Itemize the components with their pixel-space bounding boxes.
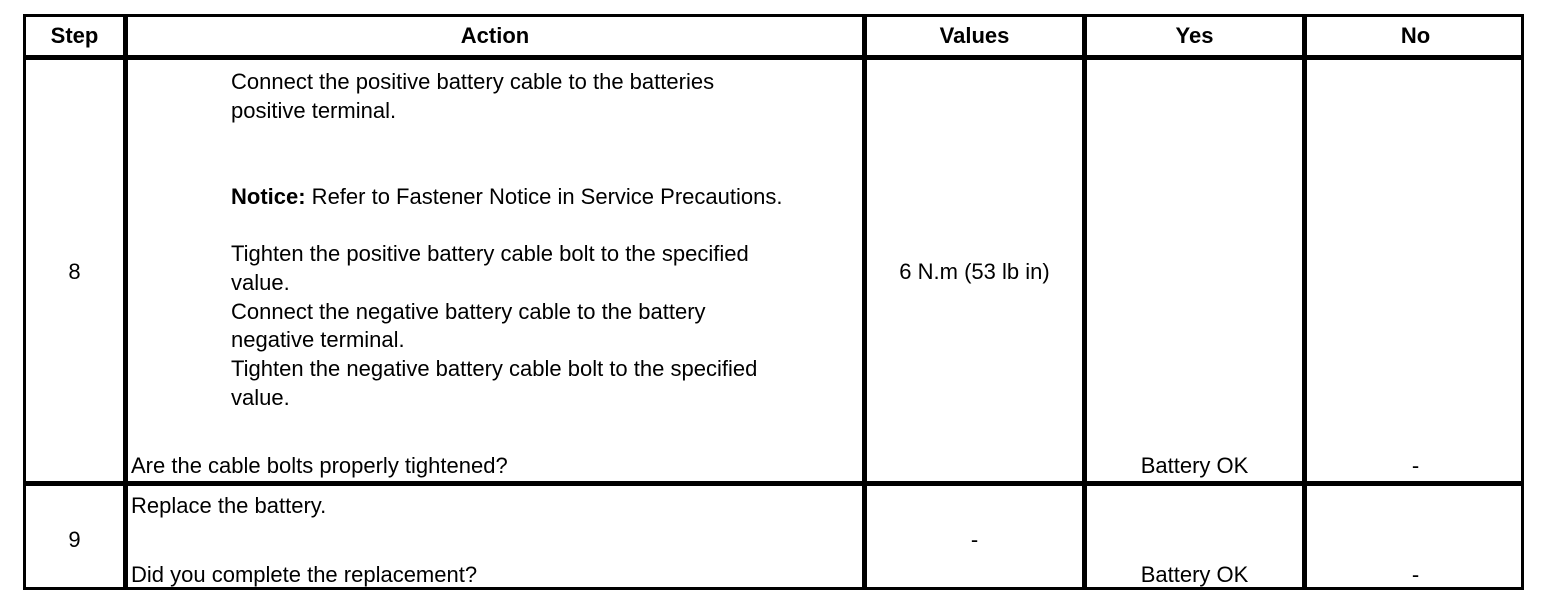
step-number: 9 [68, 527, 81, 552]
no-cell: - [1411, 453, 1420, 478]
action-line: positive terminal. [231, 98, 397, 123]
values-cell: 6 N.m (53 lb in) [899, 259, 1050, 284]
action-line: value. [231, 385, 290, 410]
yes-cell: Battery OK [1140, 453, 1249, 478]
values-cell: - [970, 527, 979, 552]
action-line: negative terminal. [231, 327, 405, 352]
action-line: Connect the negative battery cable to the battery [231, 299, 706, 324]
action-line: Tighten the positive battery cable bolt to the specified [231, 241, 749, 266]
action-question: Are the cable bolts properly tightened? [131, 453, 508, 478]
header-no: No [1400, 23, 1431, 48]
action-line: Connect the positive battery cable to the batteries [231, 69, 715, 94]
header-action: Action [460, 23, 530, 48]
no-cell: - [1411, 562, 1420, 587]
column-divider [1302, 17, 1307, 587]
header-yes: Yes [1175, 23, 1214, 48]
notice-text: Refer to Fastener Notice in Service Precautions. [305, 184, 783, 209]
column-divider [862, 17, 867, 587]
column-divider [1082, 17, 1087, 587]
action-line: Tighten the negative battery cable bolt to the specified [231, 356, 758, 381]
notice-line [231, 182, 782, 211]
diagnostic-table [23, 14, 1524, 590]
notice-label: Notice: [231, 184, 306, 209]
action-question: Did you complete the replacement? [131, 562, 478, 587]
yes-cell: Battery OK [1140, 562, 1249, 587]
header-values: Values [939, 23, 1010, 48]
step-number: 8 [68, 259, 81, 284]
header-step: Step [50, 23, 99, 48]
row-divider [26, 481, 1521, 486]
action-line: Replace the battery. [131, 493, 327, 518]
column-divider [123, 17, 128, 587]
action-line: value. [231, 270, 290, 295]
row-divider [26, 55, 1521, 60]
